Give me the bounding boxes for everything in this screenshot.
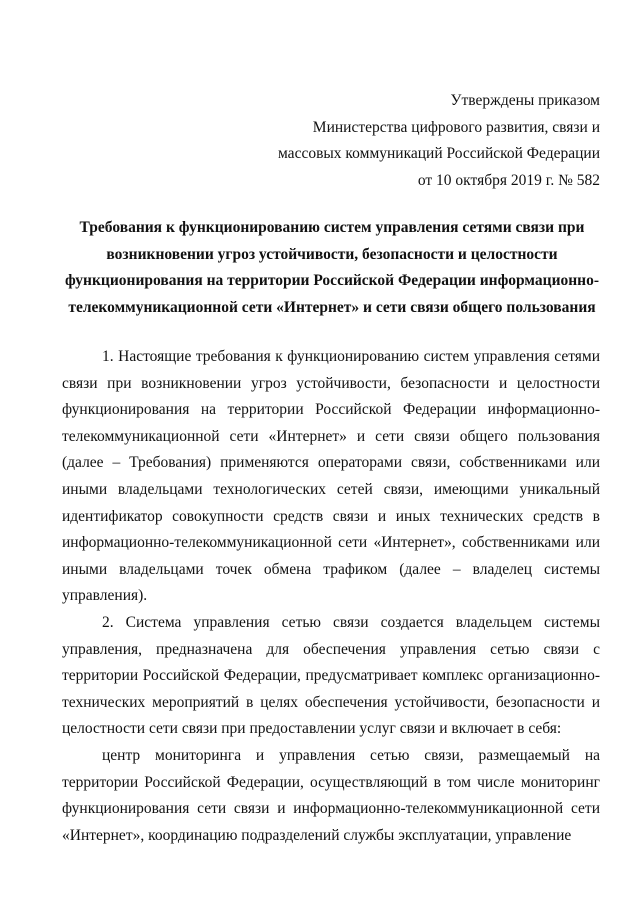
approval-line: от 10 октября 2019 г. № 582 [417, 171, 600, 189]
paragraph-3: центр мониторинга и управления сетью связи, размещаемый на территории Российской Федерации, осуществляющий в том числе мониторинг функционирования сети связи и информационно-телекоммуникационной сети «Интернет», координацию подразделений службы эксплуатации, управление [62, 746, 600, 844]
document-title [62, 215, 602, 321]
approval-line: Министерства цифрового развития, связи и [312, 118, 600, 136]
title-line: функционирования на территории Российской Федерации информационно- [64, 272, 600, 289]
paragraph-1: 1. Настоящие требования к функционированию систем управления сетями связи при возникновении угроз устойчивости, безопасности и целостности функционирования на территории Российской Федерации информационно-телекоммуникационной сети «Интернет» и сети связи общего пользования (далее – Требования) применяются операторами связи, собственниками или иными владельцами технологических сетей связи, имеющими уникальный идентификатор совокупности средств связи и иных технических средств в информационно-телекоммуникационной сети «Интернет», собственниками или иными владельцами точек обмена трафиком (далее – владелец системы управления). [62, 348, 600, 605]
paragraph-2: 2. Система управления сетью связи создается владельцем системы управления, предназначена для обеспечения управления сетью связи с территории Российской Федерации, предусматривает комплекс организационно-технических мероприятий в целях обеспечения устойчивости, безопасности и целостности сети связи при предоставлении услуг связи и включает в себя: [62, 613, 600, 738]
document-body [62, 344, 600, 849]
approval-stamp [278, 88, 600, 194]
approval-line: массовых коммуникаций Российской Федерации [277, 145, 600, 162]
approval-line: Утверждены приказом [450, 92, 600, 109]
title-line: возникновении угроз устойчивости, безопасности и целостности [106, 245, 558, 263]
title-line: телекоммуникационной сети «Интернет» и сети связи общего пользования [68, 298, 596, 316]
title-line: Требования к функционированию систем управления сетями связи при [79, 219, 585, 236]
